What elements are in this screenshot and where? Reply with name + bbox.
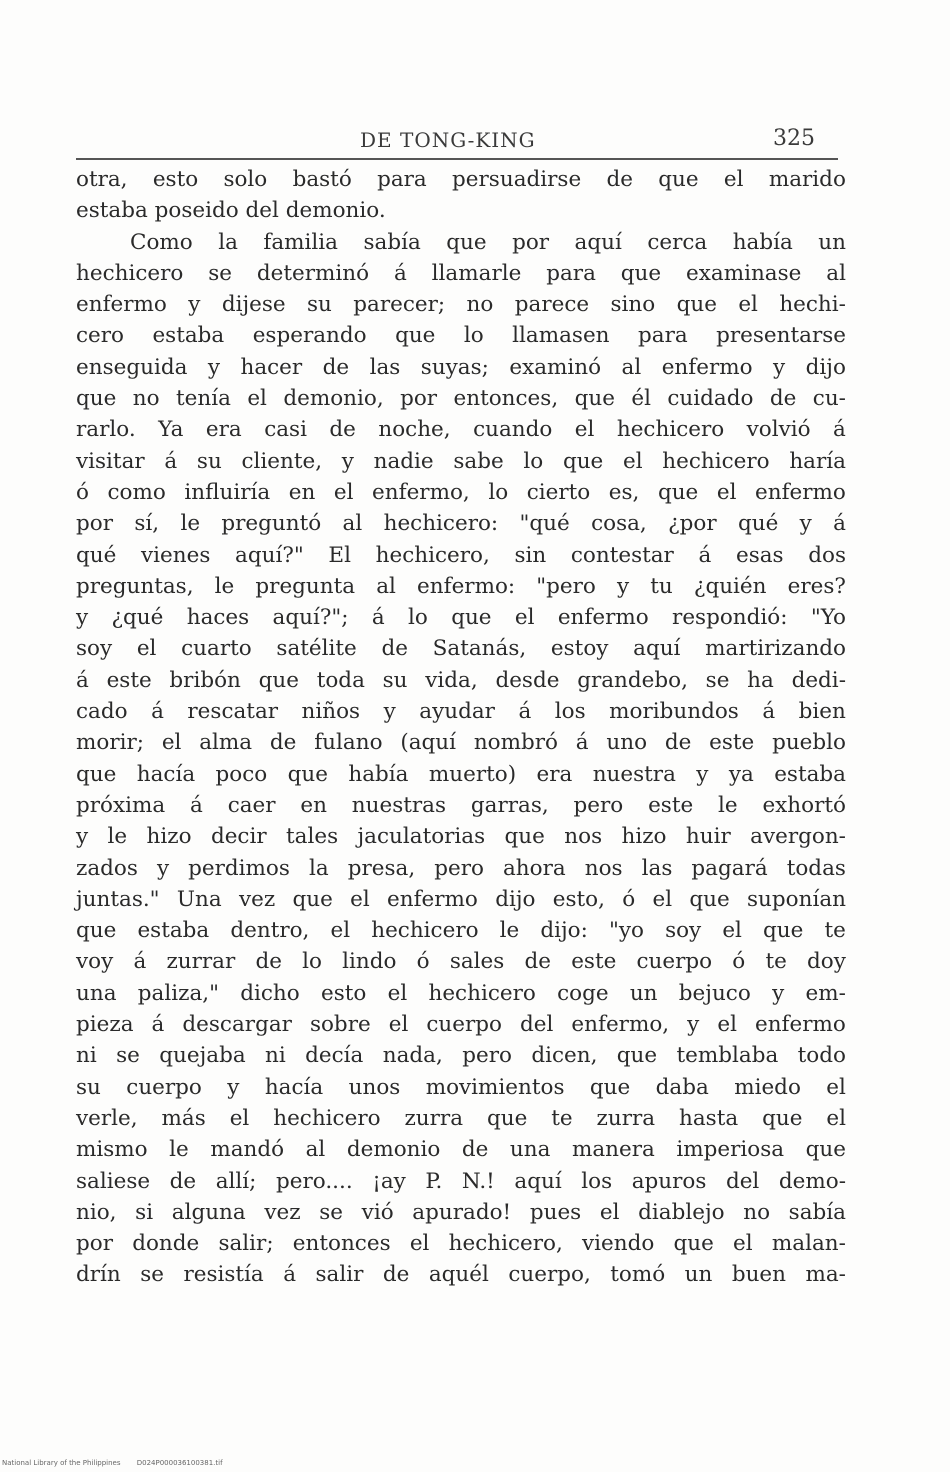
footer-library: National Library of the Philippines (2, 1459, 121, 1467)
text-line: una paliza," dicho esto el hechicero coge un bejuco y em- (76, 980, 846, 1006)
text-line: zados y perdimos la presa, pero ahora nos las pagará todas (76, 855, 846, 881)
text-line: enseguida y hacer de las suyas; examinó al enfermo y dijo (76, 354, 846, 380)
text-line: nio, si alguna vez se vió apurado! pues el diablejo no sabía (76, 1199, 846, 1225)
text-line: saliese de allí; pero.... ¡ay P. N.! aquí los apuros del demo- (76, 1168, 846, 1194)
scan-footer (2, 1459, 237, 1467)
text-line: rarlo. Ya era casi de noche, cuando el hechicero volvió á (76, 417, 846, 443)
text-line: y le hizo decir tales jaculatorias que nos hizo huir avergon- (76, 824, 846, 850)
text-line: qué vienes aquí?" El hechicero, sin contestar á esas dos (76, 542, 846, 568)
text-line: ni se quejaba ni decía nada, pero dicen, que temblaba todo (76, 1043, 846, 1069)
text-line: preguntas, le pregunta al enfermo: "pero y tu ¿quién eres? (76, 573, 846, 599)
text-line: su cuerpo y hacía unos movimientos que daba miedo el (76, 1074, 846, 1100)
footer-identifier: D024P000036100381.tif (136, 1459, 223, 1467)
text-line: soy el cuarto satélite de Satanás, estoy aquí martirizando (76, 636, 846, 662)
text-line: hechicero se determinó á llamarle para que examinase al (76, 260, 846, 286)
text-line: enfermo y dijese su parecer; no parece sino que el hechi- (76, 292, 846, 318)
text-line: por sí, le preguntó al hechicero: "qué cosa, ¿por qué y á (76, 511, 846, 537)
text-line: Como la familia sabía que por aquí cerca había un (130, 229, 846, 255)
text-line: mismo le mandó al demonio de una manera imperiosa que (76, 1137, 846, 1163)
running-head-title: DE TONG-KING (360, 128, 536, 152)
text-line: cero estaba esperando que lo llamasen para presentarse (76, 323, 846, 349)
text-line: y ¿qué haces aquí?"; á lo que el enfermo respondió: "Yo (76, 605, 846, 631)
text-line: voy á zurrar de lo lindo ó sales de este cuerpo ó te doy (76, 949, 846, 975)
text-line: morir; el alma de fulano (aquí nombró á uno de este pueblo (76, 730, 846, 756)
header-rule (76, 158, 838, 160)
page-number: 325 (773, 126, 815, 151)
text-line: á este bribón que toda su vida, desde grandebo, se ha dedi- (76, 667, 846, 693)
text-line: visitar á su cliente, y nadie sabe lo que el hechicero haría (76, 448, 846, 474)
body-text (76, 164, 846, 1291)
text-line: por donde salir; entonces el hechicero, viendo que el malan- (76, 1231, 846, 1257)
text-line: juntas." Una vez que el enfermo dijo esto, ó el que suponían (76, 886, 846, 912)
text-line: verle, más el hechicero zurra que te zurra hasta que el (76, 1105, 846, 1131)
text-line: pieza á descargar sobre el cuerpo del enfermo, y el enfermo (76, 1012, 846, 1038)
text-line: estaba poseido del demonio. (76, 198, 386, 224)
text-line: que no tenía el demonio, por entonces, que él cuidado de cu- (76, 386, 846, 412)
text-line: próxima á caer en nuestras garras, pero este le exhortó (76, 792, 846, 818)
text-line: cado á rescatar niños y ayudar á los moribundos á bien (76, 699, 846, 725)
text-line: drín se resistía á salir de aquél cuerpo, tomó un buen ma- (76, 1262, 846, 1288)
text-line: que hacía poco que había muerto) era nuestra y ya estaba (76, 761, 846, 787)
text-line: otra, esto solo bastó para persuadirse de que el marido (76, 167, 846, 192)
text-line: que estaba dentro, el hechicero le dijo: "yo soy el que te (76, 918, 846, 944)
text-line: ó como influiría en el enfermo, lo cierto es, que el enfermo (76, 479, 846, 505)
